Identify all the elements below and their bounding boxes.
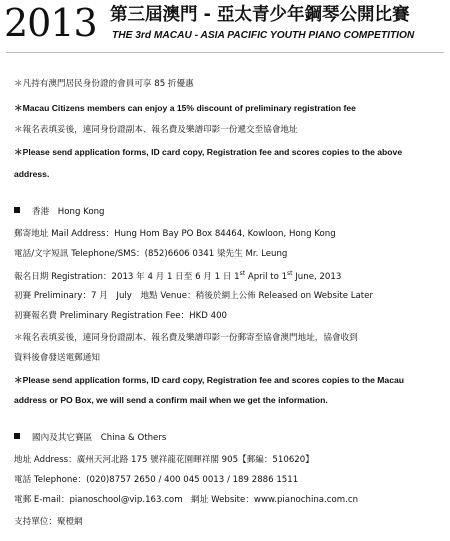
hk-mail-address: 郵寄地址 Mail Address：Hung Hom Bay PO Box 84464, Kowloon, Hong Kong <box>14 229 336 239</box>
macau-discount-en: ＊Macau Citizens members can enjoy a 15% discount of preliminary registration fee <box>14 103 356 113</box>
hk-registration-part1: 報名日期 Registration：2013 年 4 月 1 日至 6 月 1 日 1 <box>14 271 240 282</box>
hk-registration-part2: April to 1 <box>245 271 288 282</box>
hk-telephone: 電話/文字短訊 Telephone/SMS：(852)6606 0341 梁先生 Mr. Leung <box>14 249 288 259</box>
macau-submit-en-cont: address. <box>14 169 50 179</box>
hk-preliminary: 初賽 Preliminary：7 月 July 地點 Venue：稍後於網上公佈 Released on Website Later <box>14 291 373 301</box>
hk-fee: 初賽報名費 Preliminary Registration Fee：HKD 400 <box>14 311 228 321</box>
bullet-square-icon <box>14 207 20 213</box>
china-heading-text: 國內及其它賽區 China & Others <box>32 433 167 443</box>
hk-registration-sup2: st <box>287 270 293 277</box>
macau-discount-cn: ＊凡持有澳門居民身份證的會員可享 85 折優惠 <box>14 79 194 89</box>
macau-submit-cn: ＊報名表填妥後，連同身份證副本、報名費及樂譜印影一份遞交至協會地址 <box>14 125 298 135</box>
hk-submit-cn: ＊報名表填妥後，連同身份證副本、報名費及樂譜印影一份郵寄至協會澳門地址，協會收到 <box>14 333 358 343</box>
china-support: 支持單位：聚橙網 <box>14 517 83 527</box>
hk-registration-sup1: st <box>239 270 246 277</box>
hk-submit-en-cont: address or PO Box, we will send a confirm mail when we get the information. <box>14 395 328 405</box>
hk-submit-cn-cont: 資料後會發送電郵通知 <box>14 353 100 363</box>
hk-registration-part3: June, 2013 <box>292 271 342 282</box>
competition-year: 2013 <box>4 1 97 45</box>
hk-registration <box>14 268 341 283</box>
china-telephone: 電話 Telephone：(020)8757 2650 / 400 045 0013 / 189 2886 1511 <box>14 475 299 485</box>
china-address: 地址 Address：廣州天河北路 175 號祥龍花園暉祥閣 905【郵編：510620】 <box>14 455 314 465</box>
header-divider <box>6 52 444 53</box>
china-email-website: 電郵 E-mail：pianoschool@vip.163.com 網址 Website：www.pianochina.com.cn <box>14 495 359 505</box>
hk-submit-en: ＊Please send application forms, ID card copy, Registration fee and scores copies to the Macau <box>14 375 405 385</box>
bullet-square-icon <box>14 433 20 439</box>
hk-heading <box>14 206 105 218</box>
header-banner <box>0 0 450 62</box>
hk-heading-text: 香港 Hong Kong <box>32 207 105 217</box>
china-heading <box>14 432 166 444</box>
macau-submit-en: ＊Please send application forms, ID card copy, Registration fee and scores copies to the above <box>14 147 403 157</box>
competition-title-en: THE 3rd MACAU - ASIA PACIFIC YOUTH PIANO COMPETITION <box>112 30 415 41</box>
competition-title-cn: 第三屆澳門 - 亞太青少年鋼琴公開比賽 <box>110 5 410 25</box>
